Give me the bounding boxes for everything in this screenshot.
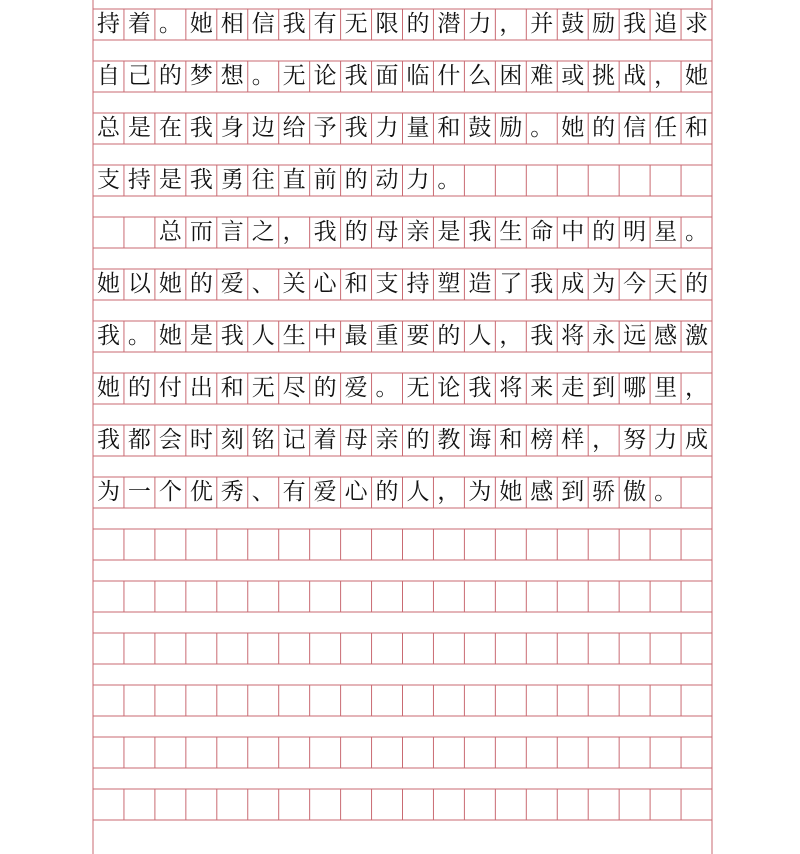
grid-character: 在 [158,115,182,141]
grid-character: 天 [654,271,678,297]
grid-character: 总 [158,219,182,245]
grid-character: 人 [406,479,430,505]
grid-character: 的 [406,427,430,453]
grid-character: 的 [592,115,616,141]
grid-character: 亲 [406,219,430,245]
grid-character: 论 [313,63,337,89]
grid-character: 。 [685,219,709,245]
grid-character: 持 [406,271,430,297]
grid-character: 是 [189,323,213,349]
grid-character: 会 [158,427,182,453]
grid-character: 中 [561,219,585,245]
grid-character: 着 [313,427,337,453]
grid-character: 力 [375,115,399,141]
grid-character: 力 [468,11,492,37]
grid-character: 潜 [437,11,461,37]
grid-character: 为 [592,271,616,297]
grid-character: 我 [220,323,244,349]
grid-character: 是 [127,115,151,141]
grid-character: 我 [530,271,554,297]
grid-character: 的 [592,219,616,245]
grid-character: 力 [406,167,430,193]
grid-character: 的 [685,271,709,297]
grid-character: 是 [437,219,461,245]
grid-character: 和 [344,271,368,297]
grid-character: 和 [685,115,709,141]
grid-character: 一 [127,479,151,505]
grid-character: 爱 [313,479,337,505]
grid-character: 激 [685,323,709,349]
grid-character: 优 [189,479,213,505]
grid-character: 将 [499,375,523,401]
grid-character: 她 [158,323,182,349]
grid-character: 她 [189,11,213,37]
grid-character: 。 [437,167,461,193]
grid-character: 难 [530,63,554,89]
grid-character: 力 [654,427,678,453]
grid-character: 我 [344,63,368,89]
grid-character: 成 [561,271,585,297]
grid-character: 教 [437,427,461,453]
grid-character: 。 [158,11,182,37]
grid-character: 重 [375,323,399,349]
grid-character: 尽 [282,375,306,401]
grid-character: 言 [220,219,244,245]
grid-character: 任 [654,115,678,141]
grid-character: 相 [220,11,244,37]
grid-character: 的 [406,11,430,37]
grid-character: 生 [499,219,523,245]
grid-character: 刻 [220,427,244,453]
grid-character: 身 [220,115,244,141]
grid-character: 无 [251,375,275,401]
grid-character: 来 [530,375,554,401]
grid-character: 永 [592,323,616,349]
grid-character: 信 [251,11,275,37]
grid-character: 我 [96,427,120,453]
grid-character: 励 [499,115,523,141]
grid-character: 和 [499,427,523,453]
grid-character: 、 [251,271,275,297]
grid-character: ， [592,427,616,453]
grid-character: 直 [282,167,306,193]
grid-character: 着 [127,11,151,37]
grid-character: 到 [592,375,616,401]
grid-character: 是 [158,167,182,193]
grid-character: 成 [685,427,709,453]
grid-character: 的 [127,375,151,401]
grid-character: 。 [654,479,678,505]
grid-character: 己 [127,63,151,89]
grid-character: 命 [530,219,554,245]
grid-character: ， [282,219,306,245]
grid-character: 困 [499,63,523,89]
grid-character: 我 [313,219,337,245]
grid-character: 无 [406,375,430,401]
grid-character: 了 [499,271,523,297]
grid-character: 我 [282,11,306,37]
grid-character: 勇 [220,167,244,193]
grid-character: 信 [623,115,647,141]
grid-character: 前 [313,167,337,193]
grid-character: 往 [251,167,275,193]
grid-character: 支 [96,167,120,193]
grid-character: 限 [375,11,399,37]
grid-character: ， [685,375,709,401]
grid-character: 哪 [623,375,647,401]
grid-character: 骄 [592,479,616,505]
grid-character: 爱 [220,271,244,297]
grid-character: 感 [654,323,678,349]
grid-character: 什 [437,63,461,89]
grid-character: 想 [220,63,244,89]
grid-character: 到 [561,479,585,505]
grid-character: 。 [530,115,554,141]
grid-character: 塑 [437,271,461,297]
grid-character: 和 [220,375,244,401]
grid-character: 为 [468,479,492,505]
grid-character: 都 [127,427,151,453]
grid-character: 人 [251,323,275,349]
grid-character: 将 [561,323,585,349]
grid-character: 。 [127,323,151,349]
grid-character: 无 [282,63,306,89]
grid-character: 诲 [468,427,492,453]
grid-character: 战 [623,63,647,89]
grid-character: 走 [561,375,585,401]
grid-character: 给 [282,115,306,141]
grid-character: 和 [437,115,461,141]
grid-character: 支 [375,271,399,297]
grid-character: 挑 [592,63,616,89]
grid-character: 记 [282,427,306,453]
grid-character: 的 [437,323,461,349]
grid-character: 感 [530,479,554,505]
grid-character: 亲 [375,427,399,453]
grid-character: 样 [561,427,585,453]
grid-character: 我 [623,11,647,37]
grid-character: 持 [96,11,120,37]
grid-character: 我 [189,167,213,193]
grid-character: 努 [623,427,647,453]
grid-character: 我 [344,115,368,141]
grid-character: 总 [96,115,120,141]
grid-character: 她 [96,375,120,401]
grid-character: 追 [654,11,678,37]
grid-character: 的 [189,271,213,297]
grid-character: 最 [344,323,368,349]
grid-character: 或 [561,63,585,89]
grid-character: 关 [282,271,306,297]
grid-character: 星 [654,219,678,245]
grid-character: ， [499,323,523,349]
grid-character: 铭 [251,427,275,453]
grid-character: 、 [251,479,275,505]
grid-character: 她 [561,115,585,141]
grid-character: 母 [375,219,399,245]
grid-character: 励 [592,11,616,37]
grid-character: 。 [251,63,275,89]
grid-character: 。 [375,375,399,401]
grid-character: 予 [313,115,337,141]
grid-character: 无 [344,11,368,37]
grid-character: 明 [623,219,647,245]
grid-character: 她 [158,271,182,297]
grid-character: 中 [313,323,337,349]
grid-character: 我 [468,219,492,245]
grid-character: 临 [406,63,430,89]
grid-character: 生 [282,323,306,349]
grid-character: 我 [96,323,120,349]
grid-character: 榜 [530,427,554,453]
grid-character: 时 [189,427,213,453]
grid-character: 的 [344,219,368,245]
grid-character: 出 [189,375,213,401]
grid-character: 傲 [623,479,647,505]
grid-character: ， [499,11,523,37]
grid-character: 秀 [220,479,244,505]
grid-character: 付 [158,375,182,401]
grid-character: 面 [375,63,399,89]
grid-character: 梦 [189,63,213,89]
grid-character: 她 [685,63,709,89]
grid-character: 心 [344,479,368,505]
grid-character: ， [437,479,461,505]
grid-character: 有 [282,479,306,505]
grid-character: 边 [251,115,275,141]
grid-character: 里 [654,375,678,401]
grid-character: 我 [530,323,554,349]
grid-character: 要 [406,323,430,349]
grid-character: 我 [468,375,492,401]
grid-character: 造 [468,271,492,297]
grid-character: 动 [375,167,399,193]
grid-character: 她 [499,479,523,505]
grid-character: 么 [468,63,492,89]
grid-character: 心 [313,271,337,297]
grid-character: 并 [530,11,554,37]
grid-character: 有 [313,11,337,37]
grid-character: 今 [623,271,647,297]
grid-character: 量 [406,115,430,141]
grid-character: 她 [96,271,120,297]
grid-character: ， [654,63,678,89]
grid-character: 的 [344,167,368,193]
grid-character: 以 [127,271,151,297]
grid-character: 的 [375,479,399,505]
grid-character: 求 [685,11,709,37]
grid-character: 爱 [344,375,368,401]
grid-character: 自 [96,63,120,89]
grid-character: 的 [313,375,337,401]
grid-character: 鼓 [561,11,585,37]
grid-character: 远 [623,323,647,349]
grid-character: 鼓 [468,115,492,141]
grid-character: 而 [189,219,213,245]
grid-character: 人 [468,323,492,349]
grid-character: 持 [127,167,151,193]
grid-character: 我 [189,115,213,141]
grid-character: 论 [437,375,461,401]
grid-character: 为 [96,479,120,505]
grid-character: 之 [251,219,275,245]
grid-character: 个 [158,479,182,505]
grid-character: 的 [158,63,182,89]
grid-character: 母 [344,427,368,453]
